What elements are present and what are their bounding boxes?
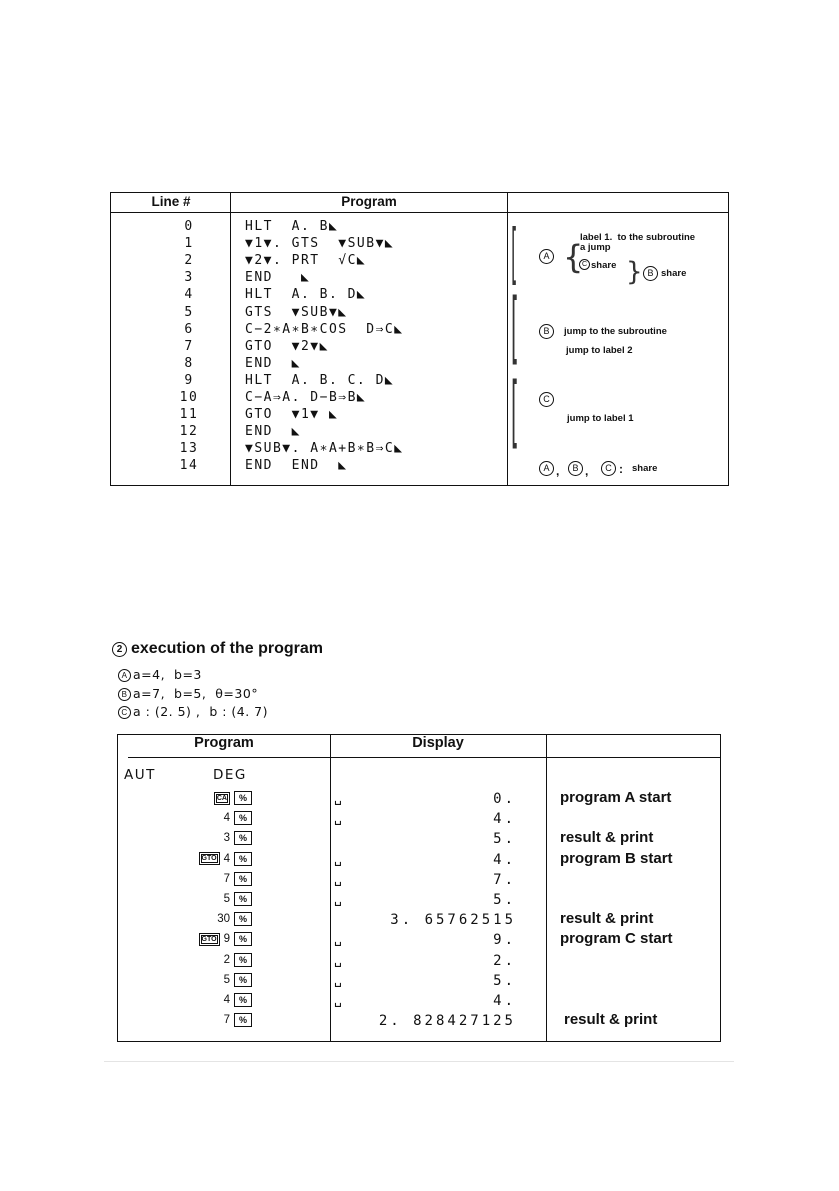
- table-row: [118, 809, 720, 829]
- display-value: 2. 828427125: [378, 1013, 516, 1030]
- percent-key-icon: %: [234, 831, 252, 845]
- key-number: 5: [223, 973, 230, 986]
- program-code: END ◣: [245, 424, 301, 440]
- key-number: 7: [223, 1014, 230, 1027]
- key-sequence: [224, 1013, 252, 1027]
- program-line: [111, 441, 507, 458]
- line-number: 11: [179, 407, 199, 423]
- line-number: 3: [184, 270, 194, 286]
- row-comment: result & print: [560, 829, 654, 847]
- program-code: GTS ▼SUB▼◣: [245, 304, 348, 320]
- percent-key-icon: %: [234, 892, 252, 906]
- note-jump-label2: jump to label 2: [566, 345, 633, 356]
- percent-key-icon: %: [234, 973, 252, 987]
- note-separator-3: :: [619, 462, 623, 476]
- line-number-header: Line #: [151, 194, 191, 209]
- key-number: 3: [223, 832, 230, 845]
- cursor-mark: ␣: [334, 871, 342, 887]
- table-row: [118, 991, 720, 1011]
- line-number: 8: [184, 355, 194, 371]
- percent-key-icon: %: [234, 791, 252, 805]
- mode-deg: DEG: [213, 767, 247, 783]
- circle-mark-icon: A: [118, 669, 131, 682]
- key-number: 5: [223, 893, 230, 905]
- cursor-mark: ␣: [334, 972, 342, 988]
- percent-key-icon: %: [234, 912, 252, 926]
- row-comment: program C start: [560, 930, 673, 948]
- circle-c-icon-2: C: [601, 461, 616, 476]
- key-sequence: [214, 791, 252, 805]
- table-row: [118, 829, 720, 849]
- table-row: [118, 890, 720, 910]
- line-number: 12: [179, 424, 199, 440]
- program-code: END ◣: [245, 270, 311, 286]
- display-value: 5.: [493, 831, 516, 848]
- program-line: [111, 236, 507, 253]
- header-underline: [330, 757, 720, 758]
- note-separator-1: ,: [556, 464, 560, 478]
- column-divider: [507, 193, 508, 485]
- key-number: 4: [223, 994, 230, 1006]
- cursor-mark: ␣: [334, 791, 342, 806]
- program-line: [111, 270, 507, 287]
- program-line: [111, 339, 507, 356]
- display-value: 7.: [493, 871, 516, 888]
- note-share-b: share: [661, 268, 687, 279]
- line-number: 1: [184, 236, 194, 252]
- program-code: GTO ▼2▼◣: [245, 338, 329, 354]
- program-code: C−A⇒A. D−B⇒B◣: [245, 390, 367, 405]
- key-number: 7: [223, 872, 230, 885]
- table-row: [118, 951, 720, 971]
- table-row: [118, 910, 720, 930]
- note-jump-subroutine: jump to the subroutine: [564, 326, 667, 337]
- cursor-mark: ␣: [334, 952, 342, 968]
- table-row: [118, 930, 720, 950]
- row-comment: program B start: [560, 849, 673, 867]
- cursor-mark: ␣: [334, 892, 342, 907]
- mode-aut: AUT: [124, 767, 156, 783]
- note-separator-2: ,: [585, 464, 589, 478]
- note-jump-label1: jump to label 1: [567, 413, 634, 424]
- parameter-text: a=7, b=5, θ=30°: [133, 685, 259, 701]
- circle-b-small-icon: B: [643, 266, 658, 281]
- program-code: END ◣: [245, 355, 301, 371]
- circle-mark-icon: C: [118, 706, 131, 719]
- note-share-c: share: [591, 260, 617, 271]
- line-number: 0: [184, 219, 194, 234]
- program-line: [111, 458, 507, 475]
- display-value: 5.: [493, 892, 516, 908]
- key-sequence: [224, 831, 252, 845]
- key-sequence: [224, 953, 252, 967]
- note-label1-subroutine: label 1. to the subroutine: [580, 232, 696, 243]
- key-sequence: [224, 993, 252, 1007]
- program-code: HLT A. B◣: [245, 219, 339, 234]
- cursor-mark: ␣: [334, 993, 342, 1008]
- program-line: [111, 253, 507, 270]
- row-comment: result & print: [564, 1011, 658, 1029]
- execution-table: [117, 734, 721, 1042]
- line-number: 9: [184, 372, 194, 388]
- key-sequence: [224, 892, 252, 906]
- parameter-line: [118, 704, 268, 719]
- display-value: 3. 65762515: [390, 912, 516, 929]
- program-line: [111, 390, 507, 407]
- line-number: 4: [184, 287, 194, 303]
- key-sequence: [224, 973, 252, 987]
- program-line: [111, 305, 507, 322]
- circle-b-icon: B: [539, 324, 554, 339]
- cursor-mark: ␣: [334, 851, 342, 867]
- circle-a-icon: A: [539, 249, 554, 264]
- program-code: HLT A. B. D◣: [245, 287, 367, 303]
- line-number: 10: [179, 390, 199, 405]
- brace-inner: {: [563, 238, 584, 276]
- line-number: 13: [179, 441, 199, 457]
- line-number: 6: [184, 321, 194, 337]
- note-abc-share: share: [632, 463, 658, 474]
- display-value: 0.: [493, 791, 516, 807]
- key-sequence: [224, 872, 252, 886]
- parameter-text: a=4, b=3: [133, 667, 202, 682]
- program-code: HLT A. B. C. D◣: [245, 372, 395, 388]
- display-value: 4.: [493, 993, 516, 1009]
- line-number: 14: [179, 458, 199, 474]
- table-row: [118, 850, 720, 870]
- display-value: 5.: [493, 972, 516, 989]
- row-comment: result & print: [560, 910, 654, 928]
- percent-key-icon: %: [234, 852, 252, 866]
- program-line: [111, 322, 507, 339]
- display-value: 4.: [493, 811, 516, 828]
- key-sequence: [224, 811, 252, 825]
- line-number: 2: [184, 253, 194, 269]
- program-code: ▼2▼. PRT √C◣: [245, 253, 367, 269]
- key-number: 4: [223, 852, 230, 865]
- header-underline: [128, 757, 330, 758]
- program-code: GTO ▼1▼ ◣: [245, 407, 339, 423]
- parameter-line: [118, 667, 202, 682]
- percent-key-icon: %: [234, 811, 252, 825]
- cursor-mark: ␣: [334, 811, 342, 827]
- table-row: [118, 789, 720, 809]
- program-line: [111, 373, 507, 390]
- percent-key-icon: %: [234, 872, 252, 886]
- program-line: [111, 356, 507, 373]
- row-comment: program A start: [560, 789, 672, 806]
- circle-c-icon: C: [539, 392, 554, 407]
- section-title-text: execution of the program: [131, 640, 324, 657]
- percent-key-icon: %: [234, 953, 252, 967]
- bracket-c: [: [511, 367, 519, 457]
- cursor-mark: ␣: [334, 932, 342, 948]
- program-column-header: Program: [194, 735, 254, 751]
- percent-key-icon: %: [234, 1013, 252, 1027]
- brace-outer: }: [626, 257, 643, 287]
- circle-2-icon: 2: [112, 642, 127, 657]
- program-code: C−2∗A∗B∗COS D⇒C◣: [245, 321, 404, 337]
- display-value: 2.: [493, 952, 516, 969]
- display-value: 4.: [493, 851, 516, 868]
- key-number: 30: [217, 913, 230, 926]
- program-code: END END ◣: [245, 458, 348, 474]
- circle-c-small-icon: C: [579, 259, 590, 270]
- program-code: ▼SUB▼. A∗A+B∗B⇒C◣: [245, 441, 404, 457]
- program-line: [111, 424, 507, 441]
- gto-key-icon: GTO: [199, 852, 220, 865]
- table-row: [118, 971, 720, 991]
- section-title: [112, 640, 323, 658]
- program-code: ▼1▼. GTS ▼SUB▼◣: [245, 236, 395, 252]
- table-row: [118, 870, 720, 890]
- ca-key-icon: CA: [214, 792, 230, 805]
- key-sequence: [217, 912, 252, 926]
- program-header: Program: [341, 194, 397, 209]
- display-value: 9.: [493, 932, 516, 949]
- circle-b-icon-2: B: [568, 461, 583, 476]
- page-divider: [104, 1061, 734, 1062]
- gto-key-icon: GTO: [199, 933, 220, 946]
- percent-key-icon: %: [234, 932, 252, 946]
- key-number: 9: [223, 933, 230, 946]
- table-row: [118, 1011, 720, 1031]
- parameter-text: a : (2. 5) , b : (4. 7): [133, 704, 269, 719]
- circle-mark-icon: B: [118, 688, 131, 701]
- key-number: 4: [223, 812, 230, 825]
- program-line: [111, 287, 507, 304]
- key-sequence: [199, 852, 252, 866]
- line-number: 7: [184, 338, 194, 354]
- circle-a-icon-2: A: [539, 461, 554, 476]
- program-listing-header: [111, 193, 728, 213]
- program-line: [111, 219, 507, 236]
- program-line: [111, 407, 507, 424]
- key-sequence: [199, 932, 252, 946]
- display-column-header: Display: [412, 735, 464, 751]
- key-number: 2: [223, 953, 230, 966]
- parameter-line: [118, 686, 258, 701]
- bracket-b: [: [511, 283, 519, 373]
- percent-key-icon: %: [234, 993, 252, 1007]
- note-a-jump: a jump: [580, 242, 611, 253]
- bracket-a: [: [511, 215, 518, 292]
- line-number: 5: [184, 304, 194, 320]
- program-listing-table: [110, 192, 729, 486]
